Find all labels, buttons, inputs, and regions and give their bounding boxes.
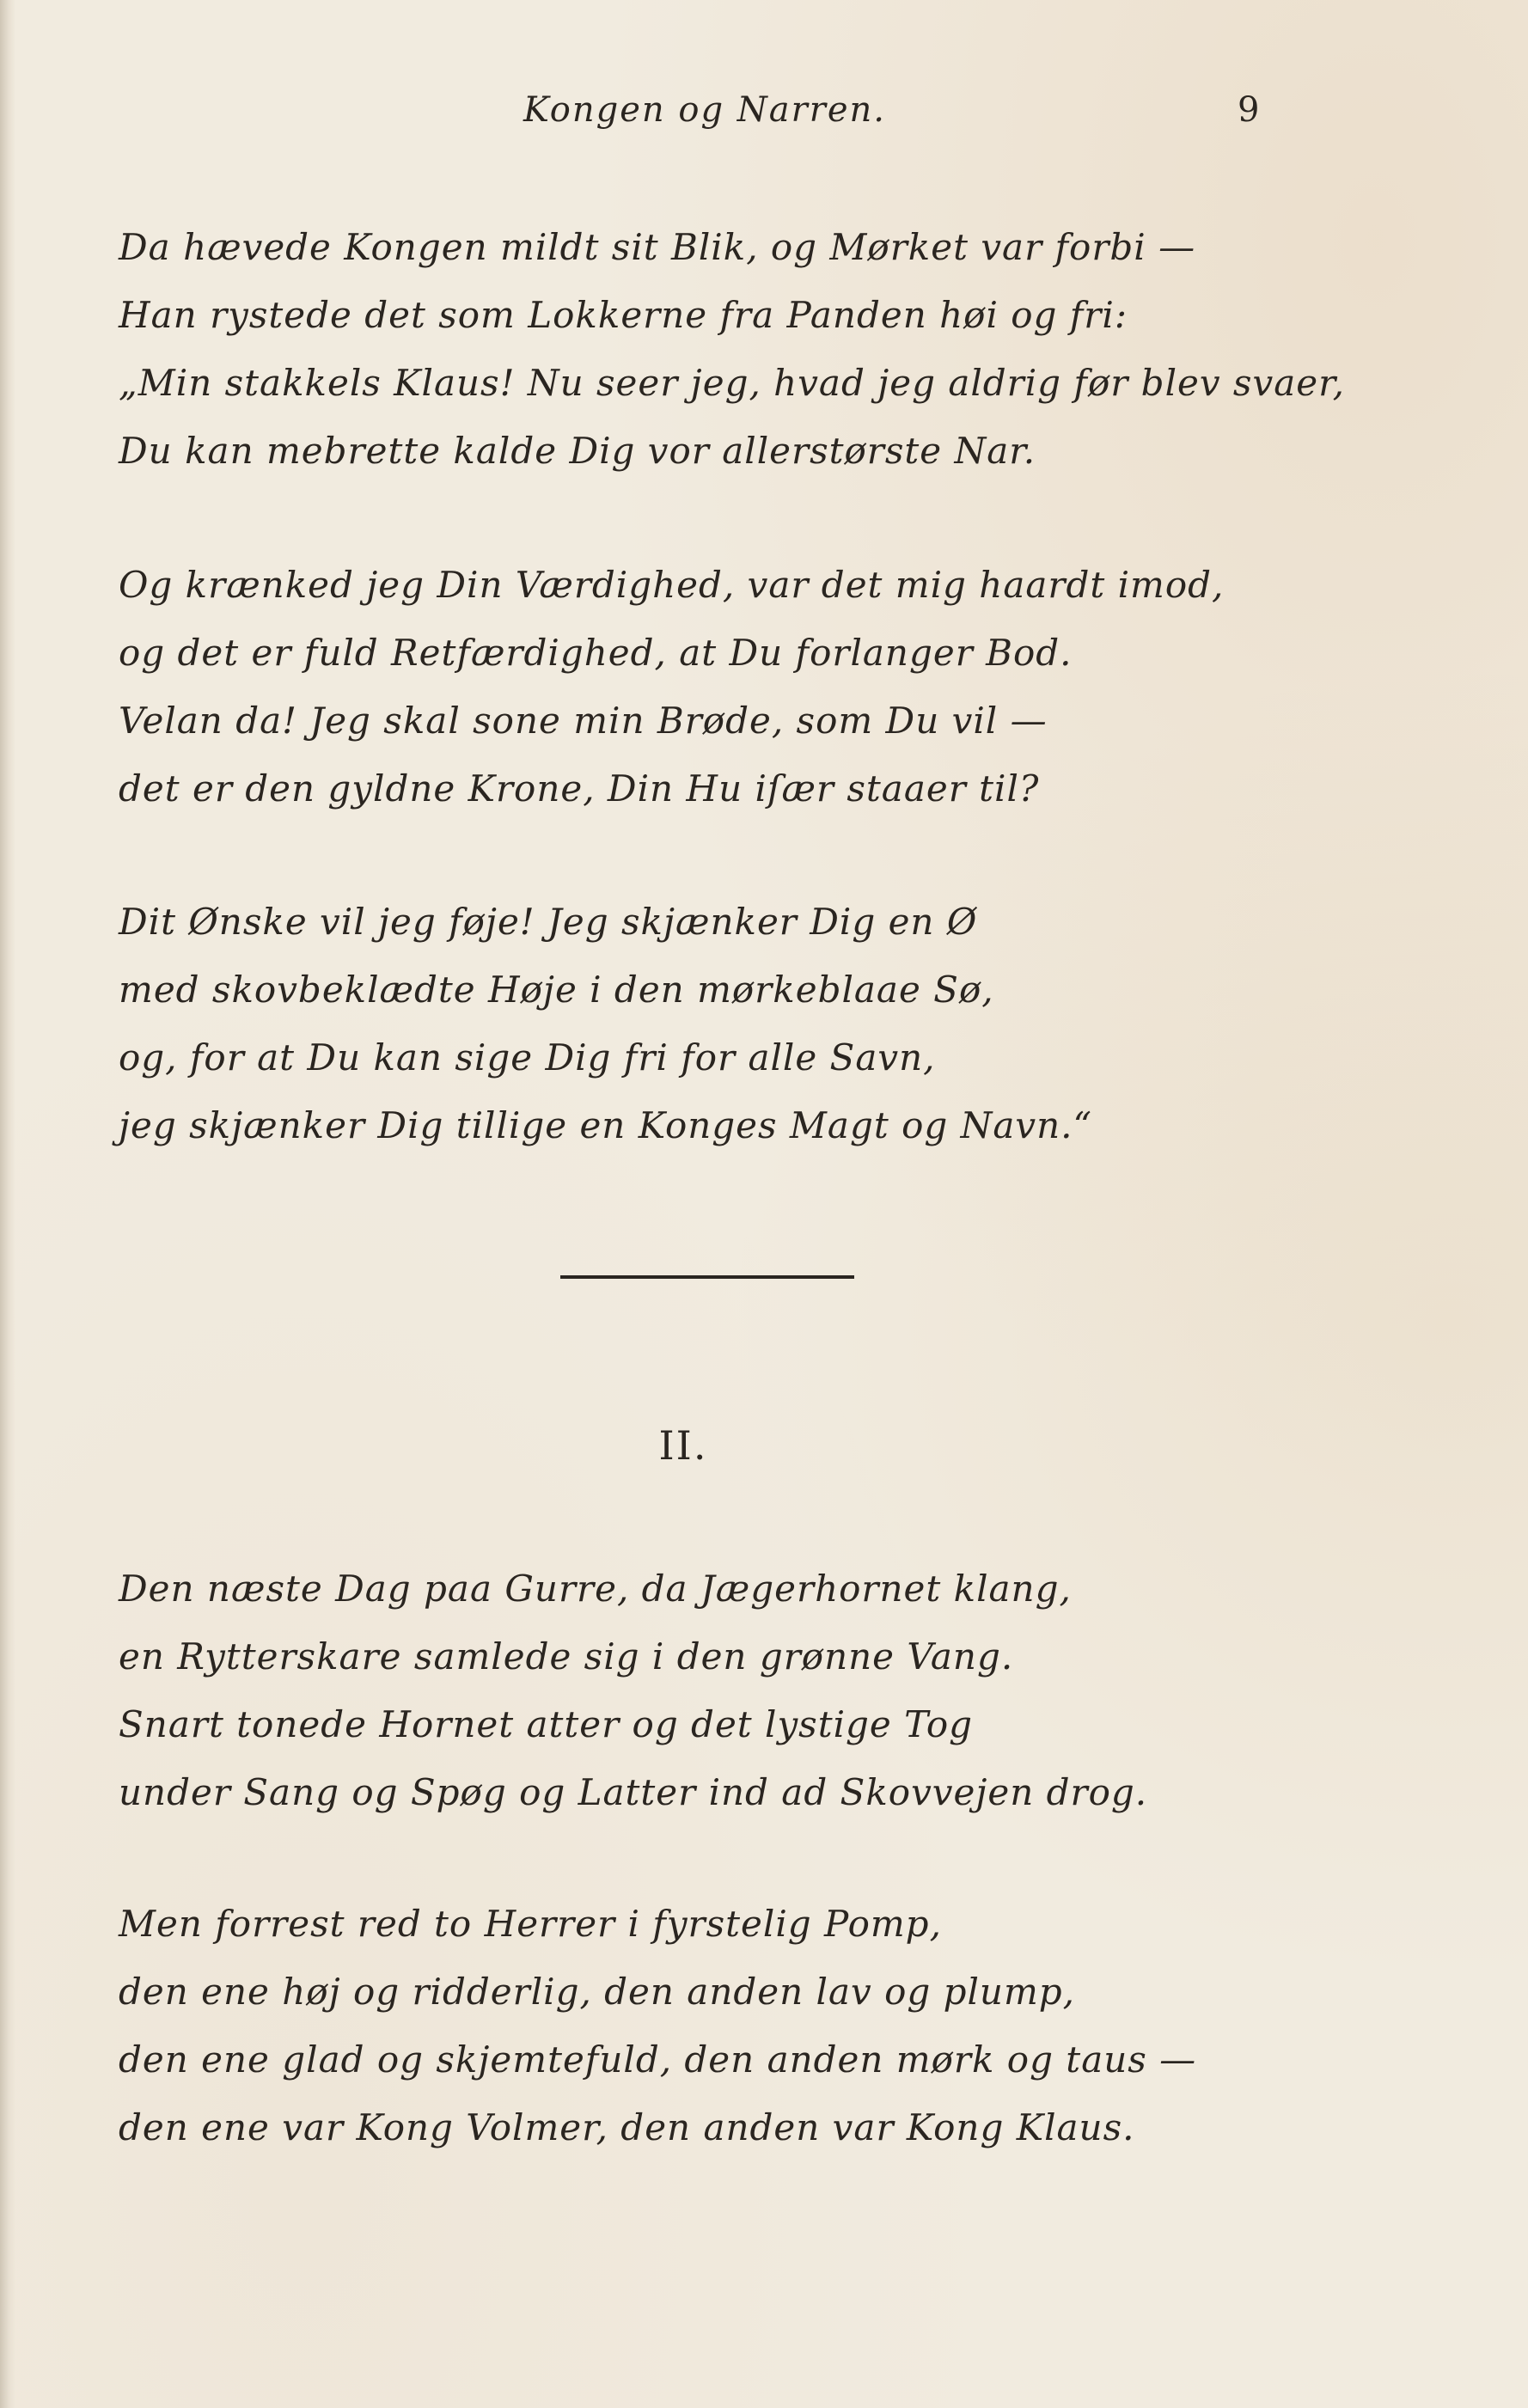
verse-line: den ene var Kong Volmer, den anden var Kong Klaus.	[119, 2106, 1135, 2148]
verse-line: Og krænked jeg Din Værdighed, var det mig haardt imod,	[119, 564, 1225, 606]
verse-line: den ene høj og ridderlig, den anden lav og plump,	[119, 1971, 1076, 2013]
section-divider-rule	[560, 1275, 854, 1279]
verse-line: en Rytterskare samlede sig i den grønne Vang.	[119, 1635, 1014, 1678]
stanza-5	[119, 1890, 1305, 2161]
stanza-4	[119, 1555, 1305, 1826]
verse-line: Den næste Dag paa Gurre, da Jægerhornet klang,	[119, 1568, 1072, 1610]
verse-line: Dit Ønske vil jeg føje! Jeg skjænker Dig en Ø	[119, 901, 978, 943]
verse-line: det er den gyldne Krone, Din Hu iſær staaer til?	[119, 767, 1040, 810]
verse-line: og det er fuld Retfærdighed, at Du forlanger Bod.	[119, 632, 1073, 674]
stanza-3	[119, 888, 1305, 1159]
verse-line: under Sang og Spøg og Latter ind ad Skovvejen drog.	[119, 1771, 1148, 1813]
verse-line: Da hævede Kongen mildt sit Blik, og Mørket var forbi —	[119, 226, 1196, 268]
verse-line: Velan da! Jeg skal sone min Brøde, som Du vil —	[119, 700, 1048, 742]
verse-line: Men forrest red to Herrer i fyrstelig Pomp,	[119, 1903, 942, 1945]
verse-line: Snart tonede Hornet atter og det lystige Tog	[119, 1703, 974, 1745]
verse-line: Du kan mebrette kalde Dig vor allerstørste Nar.	[119, 430, 1036, 472]
page-number: 9	[1238, 90, 1260, 130]
stanza-1	[119, 213, 1345, 485]
verse-line: „Min stakkels Klaus! Nu seer jeg, hvad jeg aldrig før blev svaer,	[119, 362, 1345, 404]
running-head	[0, 90, 1528, 142]
page-spine-edge	[0, 0, 15, 2408]
stanza-2	[119, 551, 1305, 822]
verse-line: og, for at Du kan sige Dig fri for alle Savn,	[119, 1036, 936, 1079]
verse-line: Han rystede det som Lokkerne fra Panden høi og fri:	[119, 294, 1128, 336]
running-title: Kongen og Narren.	[523, 90, 887, 130]
verse-line: den ene glad og skjemtefuld, den anden mørk og taus —	[119, 2038, 1197, 2081]
verse-line: med skovbeklædte Høje i den mørkeblaae Sø,	[119, 969, 994, 1011]
verse-line: jeg skjænker Dig tillige en Konges Magt og Navn.“	[119, 1104, 1093, 1146]
section-number: II.	[658, 1422, 708, 1469]
